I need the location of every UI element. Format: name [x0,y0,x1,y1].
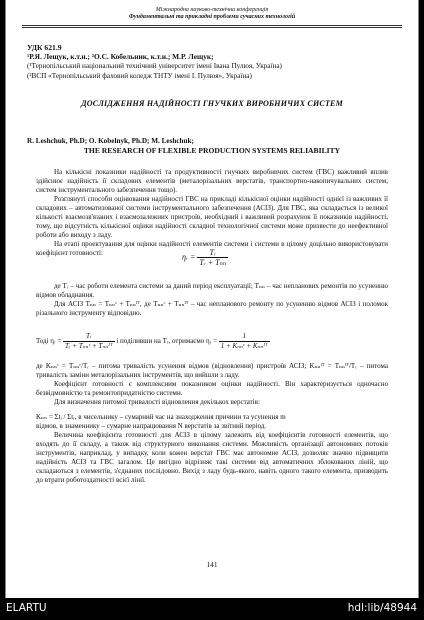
authors-ua: ¹Р.Я. Лещук, к.т.н.; ²О.С. Кобельник, к.т.н.; М.Р. Лещук; [27,52,214,61]
formula-fraction [197,248,228,267]
affiliation-2: (²ВСП «Тернопільський фаховий коледж ТНТУ імені І. Пулюя», Україна) [27,72,252,80]
paragraph: Розглянуті способи оцінювання надійності ГВС на прикладі кількісної оцінки надійності однієї із важливих її складових – автоматизованої системи інструментального забезпечення (АСІЗ). Для ГВС, яка складається із великої кількості взаємозв'язаних і взаємозалежних пристроїв, необхідний і важливий розрахунок її показників надійності, тому, що відсутність кількісної оцінки надійності складної технологічної системи може призвести до неефективної роботи або виходу з ладу. [36,195,388,239]
paragraph: На кількісні показники надійності та продуктивності гнучких виробничих систем (ГВС) важливий вплив здійснює надійність її складових елементів (металорізальних верстатів, транспортно-накопичувальних систем, систем інструментального забезпечення тощо). [36,168,388,194]
handle-link[interactable]: hdl:lib/48944 [347,602,417,614]
affiliation-1: (¹Тернопільський національний технічний університет імені Івана Пулюя, Україна) [27,62,282,70]
formula-numerator: 1 [219,332,270,342]
formula-lhs: ηᵣ = [182,252,196,262]
body-part-1 [36,168,388,258]
paragraph: де Kₙₙᶜ = Tₙₙᶜ/Tᵣ – питома тривалість усунення відмов (відновлення) пристроїв АСІЗ; Kₙₙᴵᵀ = Tₙₙᴵᵀ/Tᵣ – питома тривалість заміни металорізальних інструментів, що вийшли з ладу. [36,362,388,379]
header-rule [22,25,402,26]
repository-name: ELARTU [6,602,47,614]
formula-numerator: Tᵣ [197,248,228,258]
authors-en: R. Leshchuk, Ph.D; O. Kobelnyk, Ph.D; M. Leshchuk; [27,137,194,145]
viewer-footer [0,598,424,620]
title-en: THE RESEARCH OF FLEXIBLE PRODUCTION SYSTEMS RELIABILITY [83,146,341,155]
conference-subtitle: Фундаментальні та прикладні проблеми сучасних технологій [128,14,296,20]
paragraph: де Tᵣ – час роботи елемента системи за даний період експлуатації; Tₙₙ – час непланових ремонтів по усуненню відмов обладнання. [36,282,388,299]
udk-code: УДК 621.9 [27,43,62,52]
conference-name: Міжнародна науково-технічна конференція [155,7,269,13]
page-number: 141 [206,560,218,569]
paragraph: Для визначення питомої тривалості відновлення декількох верстатів: [54,398,260,406]
formula-fraction [219,332,270,351]
formula-readiness [182,248,228,267]
formula-line [36,332,388,351]
paragraph: На етапі проектування для оцінки надійності елементів системи і системи в цілому доцільно використовувати коефіцієнт готовності: [36,240,388,257]
formula-denominator: 1 + Kₙₙᶜ + Kₙₙᴵᵀ [220,342,268,350]
running-header [20,7,404,21]
paragraph: Коефіцієнт готовності є комплексним показником оцінки надійності. Він характеризується одночасно безвідмовністю та ремонтопридатністю системи. [36,380,388,397]
formula-denominator: Tᵣ + Tₙₙᶜ + Tₙₙᴵᵀ [65,342,113,350]
paragraph: Kₙₙ = Σtᵢ / Σtᵣ, в чисельнику – сумарний час на знаходження причини та усунення m [36,413,286,421]
formula-numerator: Tᵣ [63,332,115,342]
paragraph: Величина коефіцієнта готовності для АСІЗ в цілому залежить від коефіцієнтів готовності елементів, що входять до її складу, а також від структурного виконання системи. Можливість організації автономних потоків інструментів, наприклад, у випадку, коли кожен верстат ГВС має автономне АСІЗ, дозволяє значно підвищити надійність АСІЗ та ГВС загалом. Це вигідно відрізняє такі системи від автоматичних зблокованих ліній, що складаються з елементів, з'єднаних послідовно. Вихід з ладу будь-якого, навіть одного такого елемента, призводить до втрати роботоздатності всієї лінії. [36,431,388,484]
body-part-3 [36,362,388,485]
title-ua: ДОСЛІДЖЕННЯ НАДІЙНОСТІ ГНУЧКИХ ВИРОБНИЧИХ СИСТЕМ [81,99,343,108]
formula-prefix: Тоді ηᵣ = [36,337,62,346]
paragraph: відмов, в знаменнику – сумарне напрацювання N верстатів за звітний період. [36,422,267,430]
header-rule-thin [22,27,402,28]
body-part-2 [36,282,388,318]
paragraph: Для АСІЗ Tₙₙ = Tₙₙᶜ + Tₙₙᴵᵀ, де Tₙₙᶜ + Tₙₙᴵᵀ – час непланового ремонту по усуненню відмов АСІЗ і поломок різального інструменту відповідно. [36,300,388,317]
formula-denominator: Tᵣ + Tₙₙ [199,258,227,267]
formula-fraction [63,332,115,351]
document-page [6,0,418,598]
formula-middle: і поділивши на Tᵣ, отримаємо ηᵣ = [116,337,217,346]
